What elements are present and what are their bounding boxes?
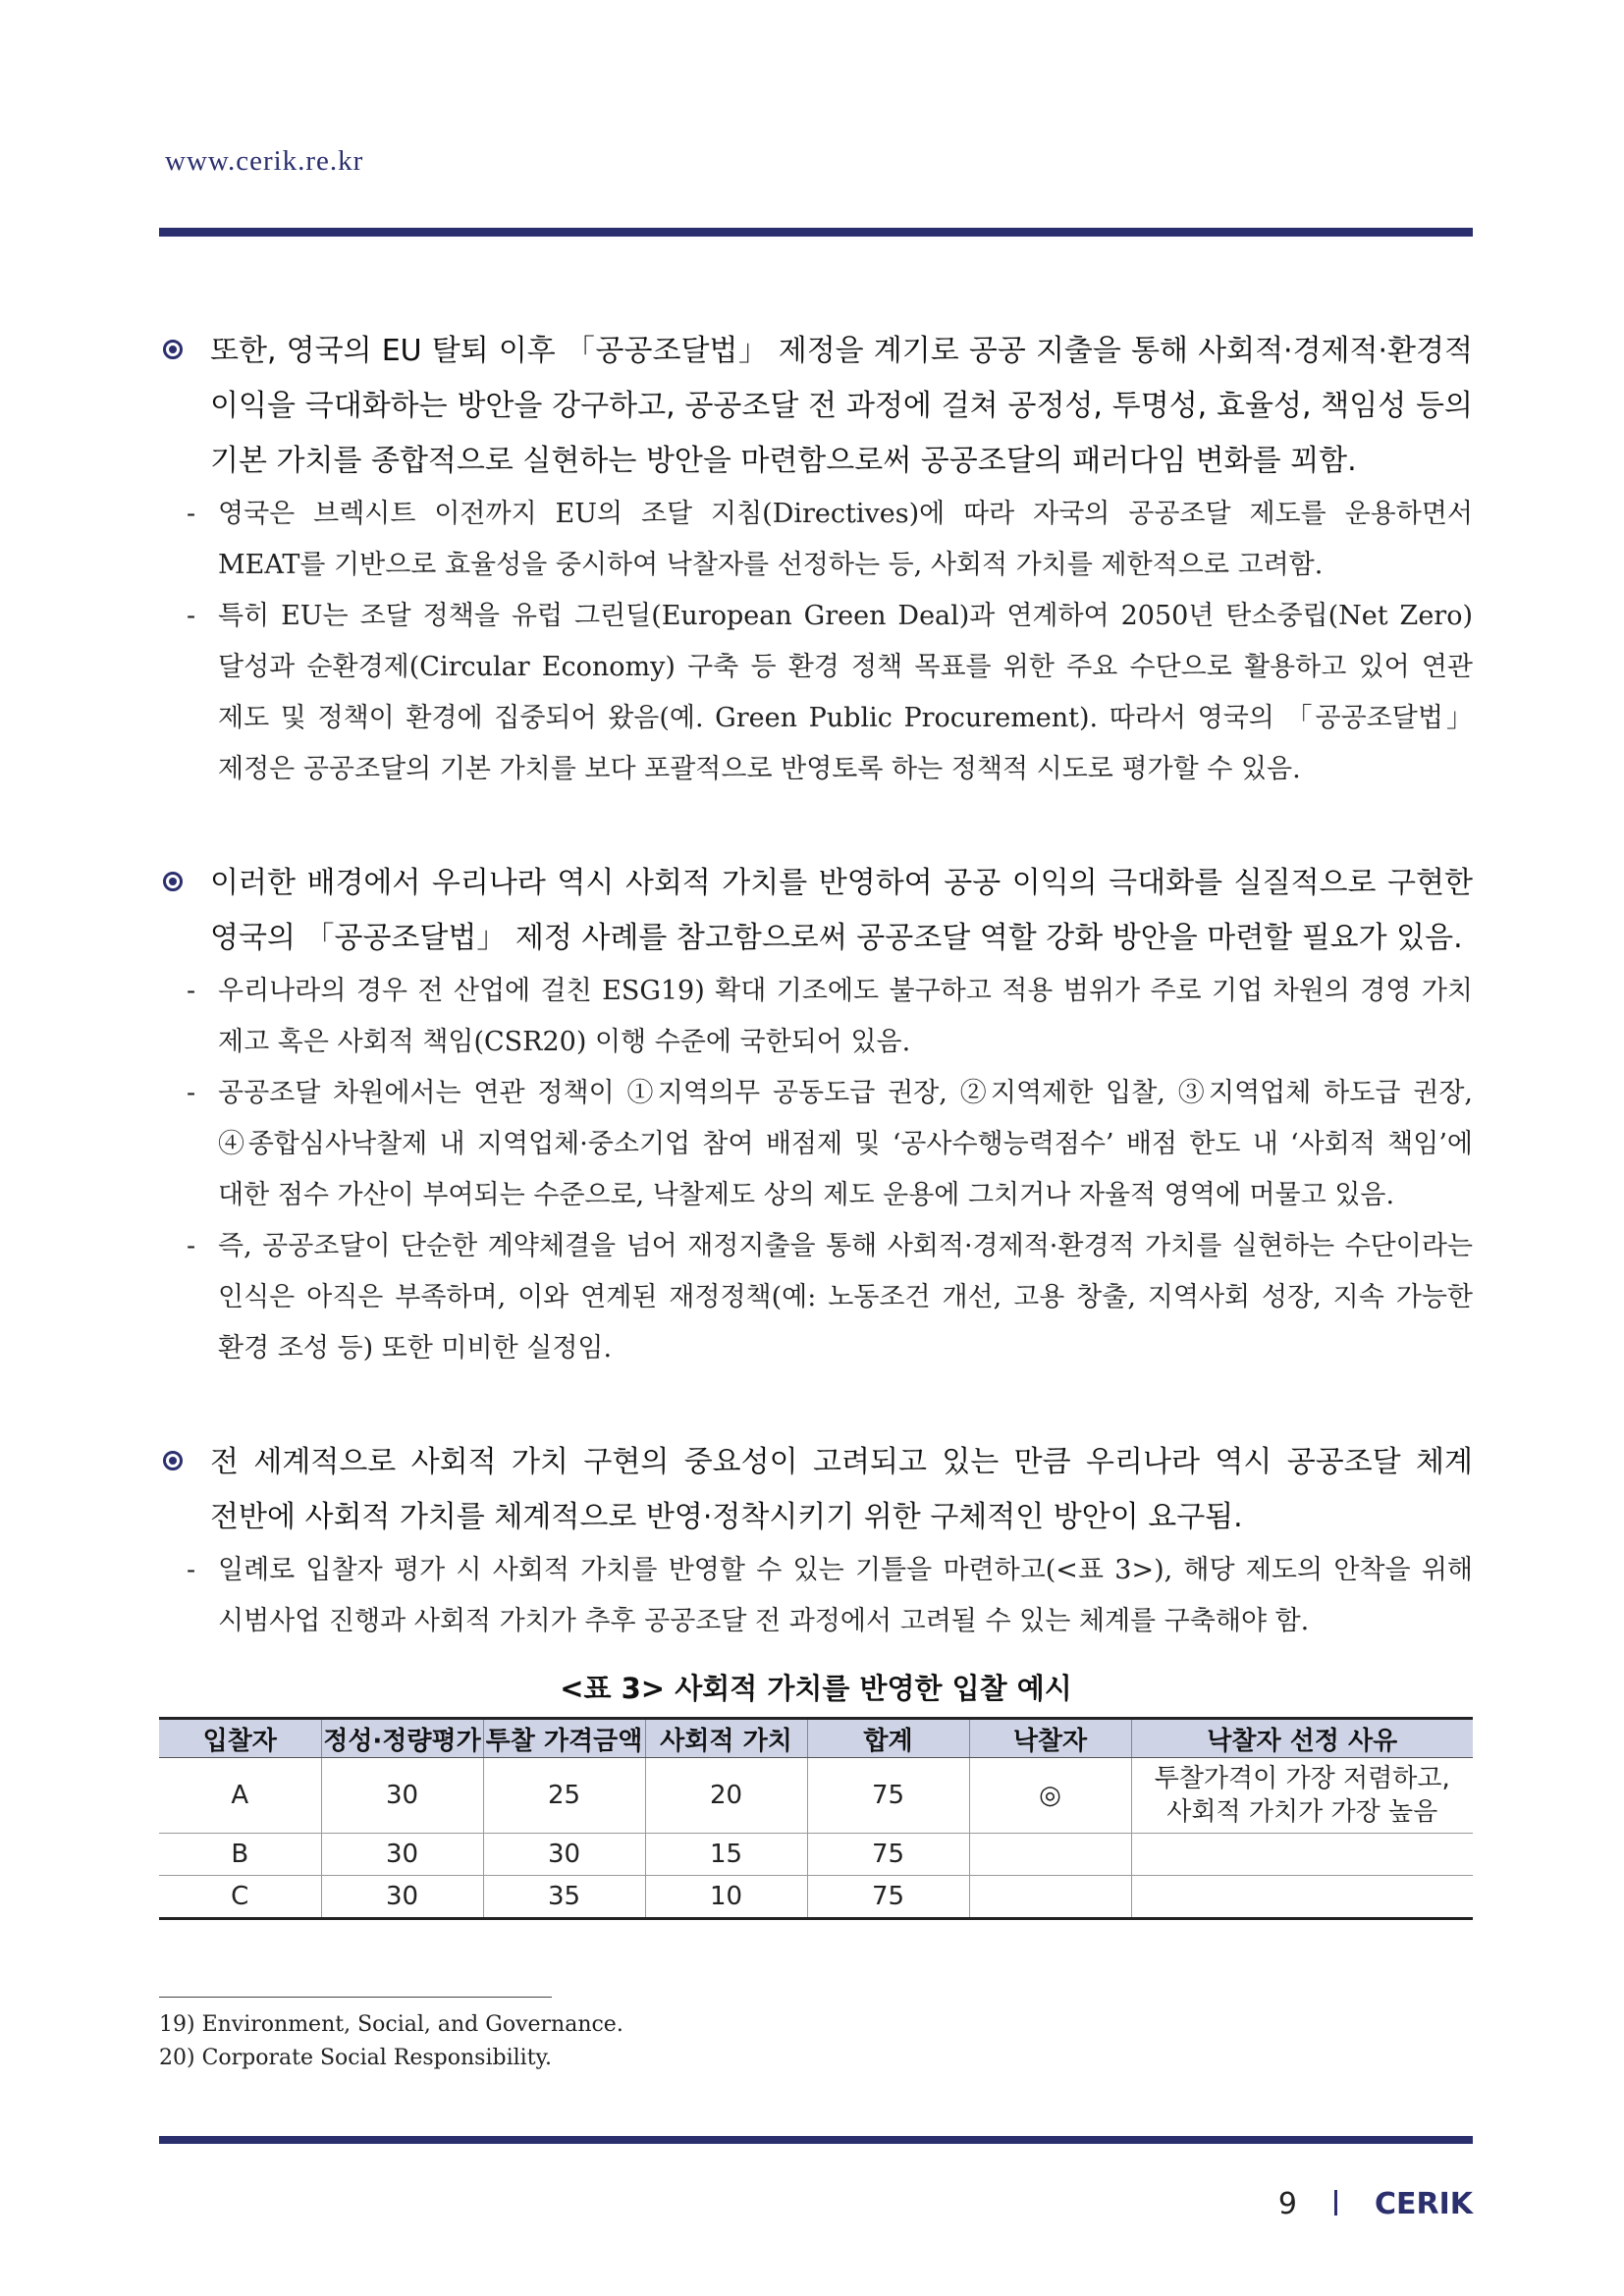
table-cell: A [159,1758,321,1834]
table-cell: 25 [483,1758,645,1834]
sub-text: 공공조달 차원에서는 연관 정책이 ①지역의무 공동도급 권장, ②지역제한 입찰, ③지역업체 하도급 권장, ④종합심사낙찰제 내 지역업체·중소기업 참여 배점제 및 ‘공사수행능력점수’ 배점 한도 내 ‘사회적 책임’에 대한 점수 가산이 부여되는 수준으로, 낙찰제도 상의 제도 운용에 그치거나 자율적 영역에 머물고 있음. [218,1078,1473,1210]
winner-mark: ◎ [969,1758,1131,1834]
section-1 [159,324,1473,795]
column-header: 투찰 가격금액 [483,1719,645,1758]
sub-text: 즉, 공공조달이 단순한 계약체결을 넘어 재정지출을 통해 사회적·경제적·환경적 가치를 실현하는 수단이라는 인식은 아직은 부족하며, 이와 연계된 재정정책(예: 노동조건 개선, 고용 창출, 지역사회 성장, 지속 가능한 환경 조성 등) 또한 미비한 실정임. [218,1231,1473,1363]
table-cell: 75 [807,1876,969,1919]
site-url[interactable]: www.cerik.re.kr [165,145,364,177]
table-cell: 75 [807,1758,969,1834]
table-cell: 30 [483,1834,645,1876]
column-header: 사회적 가치 [645,1719,807,1758]
dash-marker: - [187,1555,196,1585]
dash-marker: - [187,976,196,1006]
sub-item [159,966,1473,1068]
section-2 [159,856,1473,1374]
dash-marker: - [187,601,196,631]
circle-bullet-icon [163,340,183,359]
header-divider [159,228,1473,237]
footer-brand: CERIK [1374,2187,1473,2221]
table-caption: <표 3> 사회적 가치를 반영한 입찰 예시 [560,1672,1072,1705]
column-header: 낙찰자 선정 사유 [1131,1719,1473,1758]
circle-bullet-icon [163,1451,183,1470]
footnotes [159,2008,623,2075]
table-cell [969,1834,1131,1876]
table-cell: 20 [645,1758,807,1834]
table-row [159,1876,1473,1919]
document-body [159,324,1473,1920]
bullet-paragraph [159,324,1473,489]
sub-text: 영국은 브렉시트 이전까지 EU의 조달 지침(Directives)에 따라 자국의 공공조달 제도를 운용하면서 MEAT를 기반으로 효율성을 중시하여 낙찰자를 선정하는 등, 사회적 가치를 제한적으로 고려함. [218,499,1473,580]
table-header-row [159,1719,1473,1758]
column-header: 입찰자 [159,1719,321,1758]
dash-marker: - [187,499,196,529]
table-cell: 30 [321,1876,483,1919]
page-footer [1278,2187,1473,2221]
table-cell: 15 [645,1834,807,1876]
sub-item [159,1545,1473,1647]
bullet-paragraph [159,1435,1473,1545]
sub-text: 특히 EU는 조달 정책을 유럽 그린딜(European Green Deal)과 연계하여 2050년 탄소중립(Net Zero) 달성과 순환경제(Circular Economy) 구축 등 환경 정책 목표를 위한 주요 수단으로 활용하고 있어 연관 제도 및 정책이 환경에 집중되어 왔음(예. Green Public Procurement). 따라서 영국의 「공공조달법」 제정은 공공조달의 기본 가치를 보다 포괄적으로 반영토록 하는 정책적 시도로 평가할 수 있음. [218,601,1473,784]
sub-text: 우리나라의 경우 전 산업에 걸친 ESG19) 확대 기조에도 불구하고 적용 범위가 주로 기업 차원의 경영 가치 제고 혹은 사회적 책임(CSR20) 이행 수준에 국한되어 있음. [218,976,1473,1057]
table-cell [1131,1876,1473,1919]
circle-bullet-icon [163,872,183,891]
page-number: 9 [1277,2187,1297,2221]
column-header: 합계 [807,1719,969,1758]
sub-item [159,1221,1473,1374]
sub-item [159,1068,1473,1221]
footer-separator [1334,2190,1337,2216]
footnote-19: 19) Environment, Social, and Governance. [159,2012,623,2037]
sub-text: 일례로 입찰자 평가 시 사회적 가치를 반영할 수 있는 기틀을 마련하고(<표 3>), 해당 제도의 안착을 위해 시범사업 진행과 사회적 가치가 추후 공공조달 전 과정에서 고려될 수 있는 체계를 구축해야 함. [218,1555,1473,1636]
footnote-divider [159,1997,552,1998]
bullet-text: 또한, 영국의 EU 탈퇴 이후 「공공조달법」 제정을 계기로 공공 지출을 통해 사회적·경제적·환경적 이익을 극대화하는 방안을 강구하고, 공공조달 전 과정에 걸쳐 공정성, 투명성, 효율성, 책임성 등의 기본 가치를 종합적으로 실현하는 방안을 마련함으로써 공공조달의 패러다임 변화를 꾀함. [210,334,1473,478]
table-cell: 30 [321,1758,483,1834]
table-cell: 투찰가격이 가장 저렴하고, 사회적 가치가 가장 높음 [1131,1758,1473,1834]
bullet-text: 전 세계적으로 사회적 가치 구현의 중요성이 고려되고 있는 만큼 우리나라 역시 공공조달 체계 전반에 사회적 가치를 체계적으로 반영·정착시키기 위한 구체적인 방안이 요구됨. [210,1445,1473,1534]
footer-divider [159,2136,1473,2144]
bid-example-table [159,1717,1473,1920]
table-cell: 30 [321,1834,483,1876]
table-cell: 10 [645,1876,807,1919]
table-cell [1131,1834,1473,1876]
column-header: 정성·정량평가 [321,1719,483,1758]
table-cell [969,1876,1131,1919]
column-header: 낙찰자 [969,1719,1131,1758]
bullet-text: 이러한 배경에서 우리나라 역시 사회적 가치를 반영하여 공공 이익의 극대화를 실질적으로 구현한 영국의 「공공조달법」 제정 사례를 참고함으로써 공공조달 역할 강화 방안을 마련할 필요가 있음. [210,866,1473,955]
section-3 [159,1435,1473,1647]
footnote-20: 20) Corporate Social Responsibility. [159,2046,553,2070]
table-cell: C [159,1876,321,1919]
bullet-paragraph [159,856,1473,966]
table-row [159,1834,1473,1876]
table-row [159,1758,1473,1834]
dash-marker: - [187,1231,196,1261]
table-cell: 75 [807,1834,969,1876]
table-cell: 35 [483,1876,645,1919]
sub-item [159,489,1473,591]
sub-item [159,591,1473,795]
dash-marker: - [187,1078,196,1108]
table-cell: B [159,1834,321,1876]
